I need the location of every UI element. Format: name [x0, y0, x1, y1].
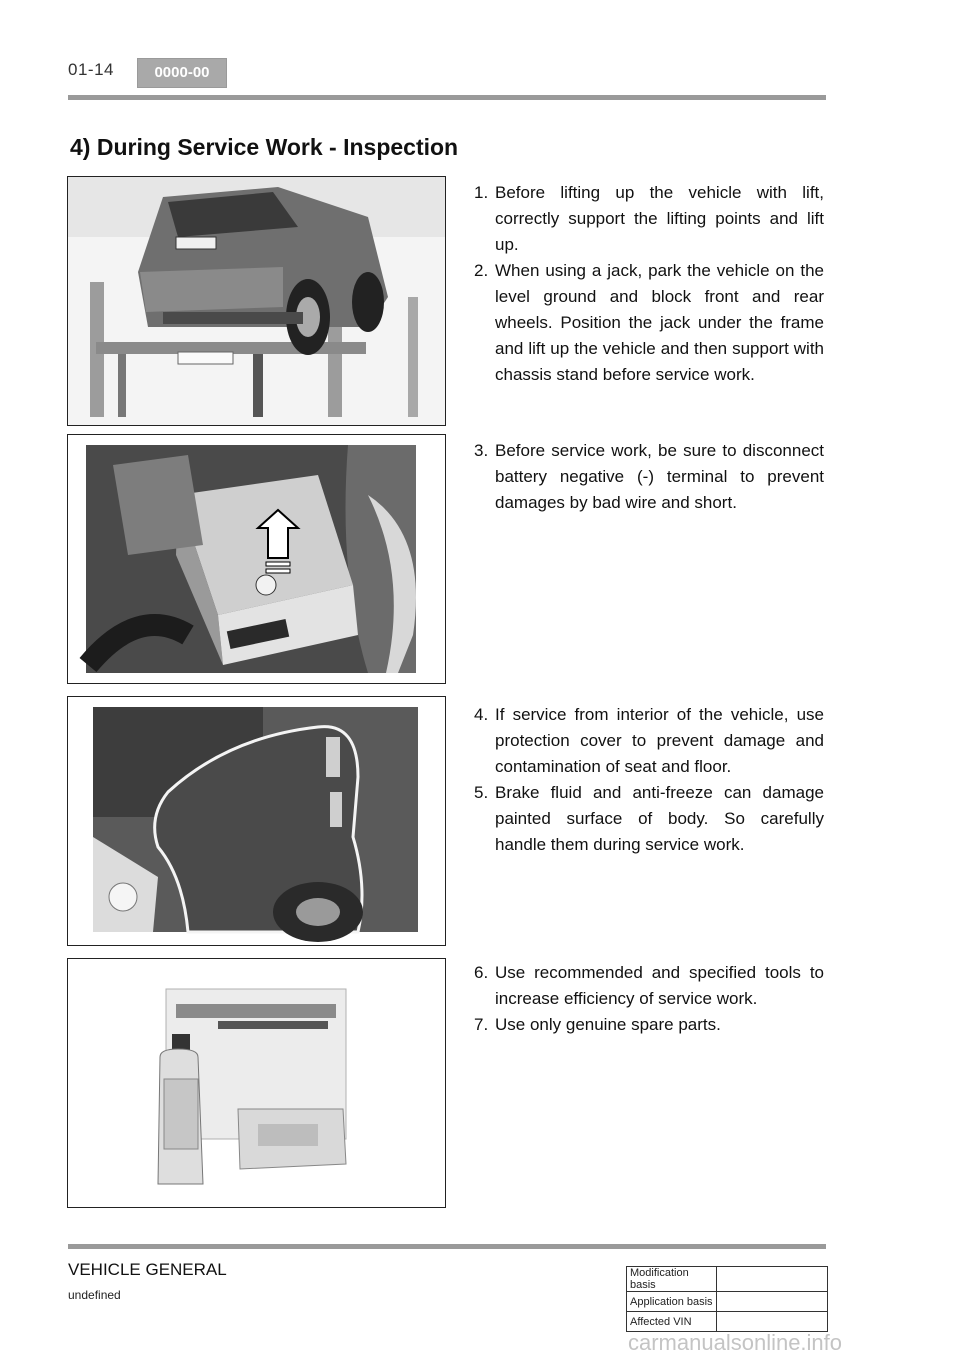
step-item: [474, 180, 824, 258]
page-number: 01-14: [68, 60, 114, 79]
header-divider: [68, 95, 826, 100]
step-number: 5.: [474, 783, 489, 802]
steps-group-2: [474, 438, 824, 516]
steps-group-1: [474, 180, 824, 388]
footer-model: undefined: [68, 1288, 121, 1302]
footer-divider: [68, 1244, 826, 1249]
step-item: [474, 702, 824, 780]
step-text: Use recommended and specified tools to increase efficiency of service work.: [495, 963, 824, 1008]
section-code-badge: 0000-00: [137, 58, 227, 88]
page-title: 4) During Service Work - Inspection: [70, 134, 459, 160]
step-text: Use only genuine spare parts.: [495, 1015, 721, 1034]
modification-basis-label: Modification basis: [627, 1267, 717, 1292]
step-number: 4.: [474, 705, 489, 724]
table-row: [627, 1312, 828, 1332]
application-basis-value: [717, 1292, 828, 1312]
steps-group-4: [474, 960, 824, 1038]
step-number: 3.: [474, 441, 489, 460]
step-text: When using a jack, park the vehicle on the level ground and block front and rear wheels. Position the jack under the frame and lift up the vehicle and then support with chassis stand before service work.: [495, 261, 824, 384]
fender-cover-photo: [67, 696, 446, 946]
step-item: [474, 258, 824, 388]
step-text: Before service work, be sure to disconnect battery negative (-) terminal to prevent damages by bad wire and short.: [495, 441, 824, 512]
table-row: [627, 1292, 828, 1312]
table-row: [627, 1267, 828, 1292]
step-number: 1.: [474, 183, 489, 202]
affected-vin-value: [717, 1312, 828, 1332]
step-item: [474, 960, 824, 1012]
step-item: [474, 780, 824, 858]
affected-vin-label: Affected VIN: [627, 1312, 717, 1332]
step-item: [474, 1012, 824, 1038]
battery-terminal-photo: [67, 434, 446, 684]
step-item: [474, 438, 824, 516]
footer-section-title: VEHICLE GENERAL: [68, 1260, 227, 1279]
vehicle-on-lift-photo: [67, 176, 446, 426]
step-text: Brake fluid and anti-freeze can damage painted surface of body. So carefully handle them during service work.: [495, 783, 824, 854]
basis-table: [626, 1266, 828, 1332]
modification-basis-value: [717, 1267, 828, 1292]
step-text: If service from interior of the vehicle, use protection cover to prevent damage and contamination of seat and floor.: [495, 705, 824, 776]
step-number: 6.: [474, 963, 489, 982]
watermark: carmanualsonline.info: [628, 1330, 843, 1355]
genuine-parts-photo: [67, 958, 446, 1208]
application-basis-label: Application basis: [627, 1292, 717, 1312]
step-number: 7.: [474, 1015, 489, 1034]
steps-group-3: [474, 702, 824, 858]
step-text: Before lifting up the vehicle with lift, correctly support the lifting points and lift up.: [495, 183, 824, 254]
step-number: 2.: [474, 261, 489, 280]
